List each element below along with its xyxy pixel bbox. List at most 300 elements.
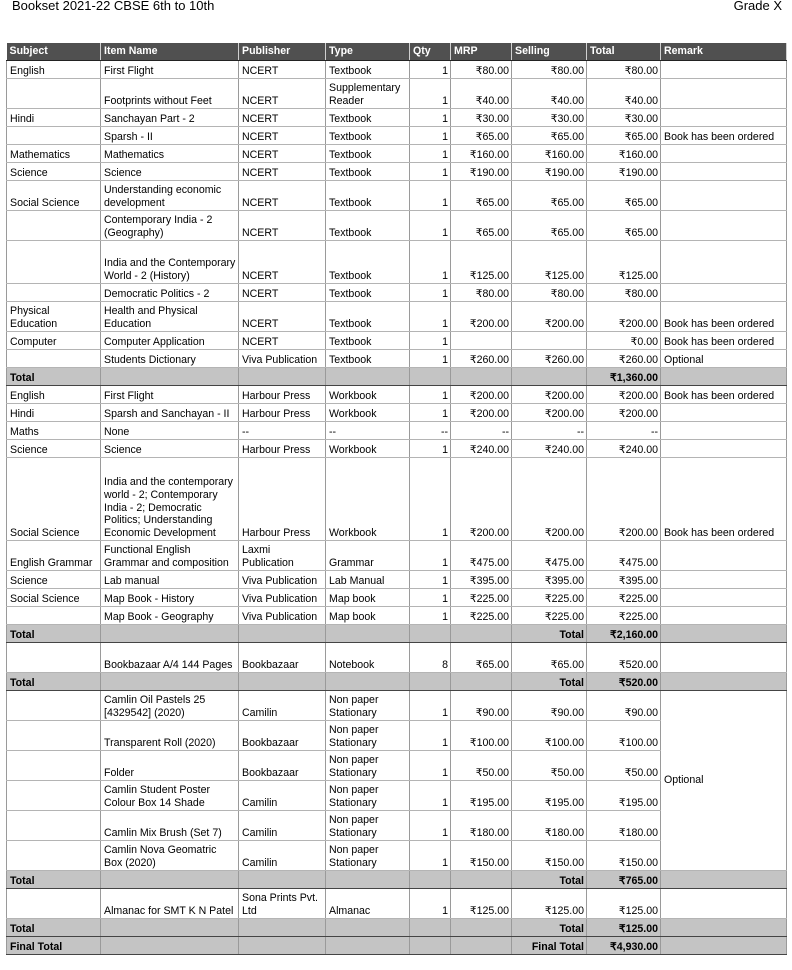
publisher-cell: NCERT — [239, 211, 326, 241]
subject-cell — [7, 241, 101, 284]
table-cell — [101, 937, 239, 955]
selling-cell: ₹200.00 — [512, 302, 587, 332]
remark-cell: Book has been ordered — [661, 332, 787, 350]
total-label-right: Final Total — [512, 937, 587, 955]
publisher-cell: Laxmi Publication — [239, 541, 326, 571]
selling-cell: ₹195.00 — [512, 781, 587, 811]
remark-cell — [661, 422, 787, 440]
remark-cell: Book has been ordered — [661, 458, 787, 541]
type-cell: Notebook — [326, 643, 410, 673]
table-cell — [410, 919, 451, 937]
selling-cell: ₹80.00 — [512, 284, 587, 302]
publisher-cell: Camilin — [239, 781, 326, 811]
subject-cell — [7, 284, 101, 302]
type-cell: Workbook — [326, 404, 410, 422]
mrp-cell: ₹65.00 — [451, 181, 512, 211]
table-cell — [661, 673, 787, 691]
type-cell: Workbook — [326, 458, 410, 541]
selling-cell: ₹50.00 — [512, 751, 587, 781]
subject-cell: Social Science — [7, 458, 101, 541]
table-row — [7, 61, 787, 79]
subject-cell: Maths — [7, 422, 101, 440]
table-cell — [326, 673, 410, 691]
table-cell — [410, 368, 451, 386]
remark-cell — [661, 211, 787, 241]
type-cell: Textbook — [326, 241, 410, 284]
type-cell: Non paper Stationary — [326, 721, 410, 751]
item-cell: Almanac for SMT K N Patel — [101, 889, 239, 919]
item-cell: Mathematics — [101, 145, 239, 163]
qty-cell: 1 — [410, 811, 451, 841]
type-cell: Textbook — [326, 350, 410, 368]
qty-cell: 1 — [410, 541, 451, 571]
publisher-cell: Bookbazaar — [239, 721, 326, 751]
selling-cell: ₹80.00 — [512, 61, 587, 79]
col-subject: Subject — [7, 43, 101, 61]
selling-cell: ₹200.00 — [512, 458, 587, 541]
col-type: Type — [326, 43, 410, 61]
col-total: Total — [587, 43, 661, 61]
remark-cell — [661, 889, 787, 919]
mrp-cell: ₹225.00 — [451, 589, 512, 607]
col-item-name: Item Name — [101, 43, 239, 61]
type-cell: Map book — [326, 607, 410, 625]
total-label-right: Total — [512, 673, 587, 691]
type-cell: Supplementary Reader — [326, 79, 410, 109]
type-cell: Non paper Stationary — [326, 811, 410, 841]
total-cell: ₹160.00 — [587, 145, 661, 163]
qty-cell: 1 — [410, 302, 451, 332]
type-cell: Non paper Stationary — [326, 841, 410, 871]
col-publisher: Publisher — [239, 43, 326, 61]
table-row — [7, 181, 787, 211]
total-row — [7, 673, 787, 691]
qty-cell: 1 — [410, 350, 451, 368]
publisher-cell: NCERT — [239, 145, 326, 163]
item-cell: Science — [101, 163, 239, 181]
col-qty: Qty — [410, 43, 451, 61]
total-row — [7, 368, 787, 386]
selling-cell: ₹65.00 — [512, 211, 587, 241]
mrp-cell: ₹160.00 — [451, 145, 512, 163]
total-label: Total — [7, 919, 101, 937]
total-cell: ₹90.00 — [587, 691, 661, 721]
qty-cell: 1 — [410, 841, 451, 871]
mrp-cell: ₹80.00 — [451, 284, 512, 302]
table-cell — [451, 673, 512, 691]
publisher-cell: NCERT — [239, 127, 326, 145]
mrp-cell — [451, 332, 512, 350]
item-cell: First Flight — [101, 386, 239, 404]
type-cell: -- — [326, 422, 410, 440]
remark-cell — [661, 589, 787, 607]
mrp-cell: ₹200.00 — [451, 386, 512, 404]
subject-cell: English — [7, 61, 101, 79]
table-cell — [451, 919, 512, 937]
selling-cell: ₹200.00 — [512, 386, 587, 404]
publisher-cell: Sona Prints Pvt. Ltd — [239, 889, 326, 919]
qty-cell: 1 — [410, 109, 451, 127]
total-cell: ₹125.00 — [587, 889, 661, 919]
publisher-cell: NCERT — [239, 109, 326, 127]
col-selling: Selling — [512, 43, 587, 61]
selling-cell: -- — [512, 422, 587, 440]
total-row — [7, 871, 787, 889]
item-cell: None — [101, 422, 239, 440]
publisher-cell: Camilin — [239, 691, 326, 721]
qty-cell: 1 — [410, 241, 451, 284]
selling-cell: ₹225.00 — [512, 607, 587, 625]
mrp-cell: ₹200.00 — [451, 404, 512, 422]
qty-cell: -- — [410, 422, 451, 440]
qty-cell: 1 — [410, 607, 451, 625]
remark-cell — [661, 241, 787, 284]
qty-cell: 1 — [410, 127, 451, 145]
table-cell — [410, 871, 451, 889]
type-cell: Textbook — [326, 181, 410, 211]
total-value: ₹765.00 — [587, 871, 661, 889]
table-row — [7, 127, 787, 145]
col-remark: Remark — [661, 43, 787, 61]
table-cell — [451, 368, 512, 386]
total-cell: ₹40.00 — [587, 79, 661, 109]
total-cell: ₹200.00 — [587, 386, 661, 404]
total-row — [7, 625, 787, 643]
selling-cell: ₹90.00 — [512, 691, 587, 721]
type-cell: Workbook — [326, 386, 410, 404]
qty-cell: 1 — [410, 332, 451, 350]
table-cell — [451, 871, 512, 889]
type-cell: Textbook — [326, 145, 410, 163]
selling-cell: ₹260.00 — [512, 350, 587, 368]
remark-cell — [661, 607, 787, 625]
item-cell: Sparsh - II — [101, 127, 239, 145]
remark-cell: Book has been ordered — [661, 386, 787, 404]
table-row — [7, 109, 787, 127]
table-cell — [661, 625, 787, 643]
type-cell: Textbook — [326, 127, 410, 145]
publisher-cell: Harbour Press — [239, 440, 326, 458]
subject-cell — [7, 811, 101, 841]
publisher-cell: Viva Publication — [239, 571, 326, 589]
bookset-table — [6, 43, 787, 955]
subject-cell: Hindi — [7, 109, 101, 127]
qty-cell: 1 — [410, 386, 451, 404]
mrp-cell: ₹150.00 — [451, 841, 512, 871]
table-cell — [661, 368, 787, 386]
subject-cell — [7, 127, 101, 145]
total-cell: ₹240.00 — [587, 440, 661, 458]
table-cell — [239, 673, 326, 691]
mrp-cell: -- — [451, 422, 512, 440]
subject-cell — [7, 889, 101, 919]
qty-cell: 1 — [410, 163, 451, 181]
total-cell: ₹65.00 — [587, 211, 661, 241]
table-cell — [326, 937, 410, 955]
remark-cell — [661, 109, 787, 127]
table-cell — [239, 871, 326, 889]
type-cell: Map book — [326, 589, 410, 607]
table-cell — [239, 368, 326, 386]
item-cell: India and the contemporary world - 2; Contemporary India - 2; Democratic Politics; Understanding Economic Development — [101, 458, 239, 541]
table-row — [7, 589, 787, 607]
table-cell — [661, 871, 787, 889]
total-row — [7, 919, 787, 937]
mrp-cell: ₹65.00 — [451, 127, 512, 145]
type-cell: Textbook — [326, 211, 410, 241]
total-cell: ₹30.00 — [587, 109, 661, 127]
page-title: Bookset 2021-22 CBSE 6th to 10th — [12, 0, 215, 13]
mrp-cell: ₹100.00 — [451, 721, 512, 751]
publisher-cell: NCERT — [239, 181, 326, 211]
qty-cell: 8 — [410, 643, 451, 673]
total-cell: ₹225.00 — [587, 607, 661, 625]
type-cell: Grammar — [326, 541, 410, 571]
subject-cell: Social Science — [7, 589, 101, 607]
total-cell: ₹520.00 — [587, 643, 661, 673]
table-row — [7, 691, 787, 721]
table-row — [7, 404, 787, 422]
table-cell — [326, 625, 410, 643]
mrp-cell: ₹90.00 — [451, 691, 512, 721]
mrp-cell: ₹260.00 — [451, 350, 512, 368]
total-value: ₹4,930.00 — [587, 937, 661, 955]
qty-cell: 1 — [410, 79, 451, 109]
item-cell: Lab manual — [101, 571, 239, 589]
type-cell: Textbook — [326, 302, 410, 332]
total-cell: ₹190.00 — [587, 163, 661, 181]
remark-cell — [661, 181, 787, 211]
item-cell: Camlin Nova Geomatric Box (2020) — [101, 841, 239, 871]
subject-cell: Social Science — [7, 181, 101, 211]
total-label: Total — [7, 871, 101, 889]
publisher-cell: NCERT — [239, 302, 326, 332]
qty-cell: 1 — [410, 181, 451, 211]
selling-cell: ₹125.00 — [512, 241, 587, 284]
type-cell: Non paper Stationary — [326, 691, 410, 721]
table-cell — [239, 937, 326, 955]
mrp-cell: ₹40.00 — [451, 79, 512, 109]
publisher-cell: Viva Publication — [239, 350, 326, 368]
selling-cell: ₹225.00 — [512, 589, 587, 607]
total-cell: ₹200.00 — [587, 302, 661, 332]
header-row — [7, 43, 787, 61]
publisher-cell: Viva Publication — [239, 607, 326, 625]
subject-cell — [7, 211, 101, 241]
item-cell: Folder — [101, 751, 239, 781]
table-cell — [101, 625, 239, 643]
publisher-cell: Bookbazaar — [239, 643, 326, 673]
item-cell: Sanchayan Part - 2 — [101, 109, 239, 127]
publisher-cell: Camilin — [239, 811, 326, 841]
table-row — [7, 350, 787, 368]
total-cell: ₹80.00 — [587, 61, 661, 79]
total-cell: ₹65.00 — [587, 181, 661, 211]
subject-cell: Mathematics — [7, 145, 101, 163]
table-row — [7, 332, 787, 350]
qty-cell: 1 — [410, 211, 451, 241]
selling-cell: ₹150.00 — [512, 841, 587, 871]
total-cell: ₹0.00 — [587, 332, 661, 350]
qty-cell: 1 — [410, 751, 451, 781]
table-row — [7, 571, 787, 589]
selling-cell — [512, 332, 587, 350]
publisher-cell: -- — [239, 422, 326, 440]
mrp-cell: ₹125.00 — [451, 889, 512, 919]
publisher-cell: Bookbazaar — [239, 751, 326, 781]
item-cell: Camlin Student Poster Colour Box 14 Shade — [101, 781, 239, 811]
item-cell: Health and Physical Education — [101, 302, 239, 332]
mrp-cell: ₹30.00 — [451, 109, 512, 127]
total-value: ₹125.00 — [587, 919, 661, 937]
total-label-right: Total — [512, 625, 587, 643]
table-row — [7, 889, 787, 919]
selling-cell: ₹65.00 — [512, 181, 587, 211]
total-cell: ₹125.00 — [587, 241, 661, 284]
table-row — [7, 458, 787, 541]
mrp-cell: ₹50.00 — [451, 751, 512, 781]
publisher-cell: NCERT — [239, 79, 326, 109]
total-cell: ₹65.00 — [587, 127, 661, 145]
subject-cell: Computer — [7, 332, 101, 350]
remark-cell — [661, 163, 787, 181]
subject-cell — [7, 607, 101, 625]
total-label: Total — [7, 368, 101, 386]
table-cell — [239, 919, 326, 937]
mrp-cell: ₹200.00 — [451, 458, 512, 541]
mrp-cell: ₹125.00 — [451, 241, 512, 284]
selling-cell: ₹30.00 — [512, 109, 587, 127]
item-cell: Camlin Oil Pastels 25 [4329542] (2020) — [101, 691, 239, 721]
table-row — [7, 302, 787, 332]
qty-cell: 1 — [410, 571, 451, 589]
mrp-cell: ₹195.00 — [451, 781, 512, 811]
total-cell: ₹180.00 — [587, 811, 661, 841]
subject-cell — [7, 350, 101, 368]
selling-cell: ₹125.00 — [512, 889, 587, 919]
subject-cell: Science — [7, 163, 101, 181]
remark-cell: Optional — [661, 691, 787, 871]
type-cell: Non paper Stationary — [326, 781, 410, 811]
total-cell: ₹395.00 — [587, 571, 661, 589]
publisher-cell: NCERT — [239, 241, 326, 284]
total-label: Total — [7, 673, 101, 691]
item-cell: Sparsh and Sanchayan - II — [101, 404, 239, 422]
mrp-cell: ₹65.00 — [451, 643, 512, 673]
total-label: Final Total — [7, 937, 101, 955]
table-cell — [410, 673, 451, 691]
selling-cell: ₹65.00 — [512, 643, 587, 673]
table-row — [7, 386, 787, 404]
selling-cell: ₹65.00 — [512, 127, 587, 145]
total-cell: ₹200.00 — [587, 458, 661, 541]
item-cell: Transparent Roll (2020) — [101, 721, 239, 751]
qty-cell: 1 — [410, 404, 451, 422]
selling-cell: ₹160.00 — [512, 145, 587, 163]
table-row — [7, 607, 787, 625]
table-cell — [661, 937, 787, 955]
qty-cell: 1 — [410, 440, 451, 458]
table-row — [7, 145, 787, 163]
total-cell: ₹225.00 — [587, 589, 661, 607]
total-label-right: Total — [512, 919, 587, 937]
publisher-cell: Harbour Press — [239, 404, 326, 422]
table-cell — [326, 871, 410, 889]
item-cell: Map Book - History — [101, 589, 239, 607]
mrp-cell: ₹200.00 — [451, 302, 512, 332]
qty-cell: 1 — [410, 889, 451, 919]
mrp-cell: ₹190.00 — [451, 163, 512, 181]
mrp-cell: ₹225.00 — [451, 607, 512, 625]
item-cell: First Flight — [101, 61, 239, 79]
type-cell: Textbook — [326, 109, 410, 127]
table-row — [7, 211, 787, 241]
subject-cell: Science — [7, 571, 101, 589]
selling-cell: ₹40.00 — [512, 79, 587, 109]
selling-cell: ₹395.00 — [512, 571, 587, 589]
subject-cell: Hindi — [7, 404, 101, 422]
total-cell: ₹475.00 — [587, 541, 661, 571]
remark-cell — [661, 61, 787, 79]
type-cell: Non paper Stationary — [326, 751, 410, 781]
subject-cell — [7, 841, 101, 871]
table-row — [7, 643, 787, 673]
table-cell — [451, 625, 512, 643]
mrp-cell: ₹65.00 — [451, 211, 512, 241]
selling-cell: ₹475.00 — [512, 541, 587, 571]
qty-cell: 1 — [410, 691, 451, 721]
total-row — [7, 937, 787, 955]
subject-cell: English Grammar — [7, 541, 101, 571]
remark-cell — [661, 145, 787, 163]
total-label-right: Total — [512, 871, 587, 889]
remark-cell — [661, 284, 787, 302]
selling-cell: ₹240.00 — [512, 440, 587, 458]
total-label-right — [512, 368, 587, 386]
remark-cell: Optional — [661, 350, 787, 368]
table-row — [7, 241, 787, 284]
type-cell: Workbook — [326, 440, 410, 458]
total-label: Total — [7, 625, 101, 643]
item-cell: Camlin Mix Brush (Set 7) — [101, 811, 239, 841]
subject-cell — [7, 751, 101, 781]
table-cell — [326, 919, 410, 937]
type-cell: Lab Manual — [326, 571, 410, 589]
remark-cell — [661, 404, 787, 422]
qty-cell: 1 — [410, 145, 451, 163]
total-value: ₹520.00 — [587, 673, 661, 691]
mrp-cell: ₹80.00 — [451, 61, 512, 79]
remark-cell — [661, 541, 787, 571]
total-cell: ₹195.00 — [587, 781, 661, 811]
table-cell — [101, 871, 239, 889]
table-cell — [101, 673, 239, 691]
item-cell: Bookbazaar A/4 144 Pages — [101, 643, 239, 673]
subject-cell — [7, 79, 101, 109]
mrp-cell: ₹240.00 — [451, 440, 512, 458]
table-cell — [326, 368, 410, 386]
publisher-cell: Viva Publication — [239, 589, 326, 607]
selling-cell: ₹100.00 — [512, 721, 587, 751]
table-cell — [101, 368, 239, 386]
item-cell: Students Dictionary — [101, 350, 239, 368]
total-cell: ₹150.00 — [587, 841, 661, 871]
remark-cell: Book has been ordered — [661, 302, 787, 332]
subject-cell — [7, 721, 101, 751]
qty-cell: 1 — [410, 721, 451, 751]
qty-cell: 1 — [410, 284, 451, 302]
remark-cell — [661, 571, 787, 589]
